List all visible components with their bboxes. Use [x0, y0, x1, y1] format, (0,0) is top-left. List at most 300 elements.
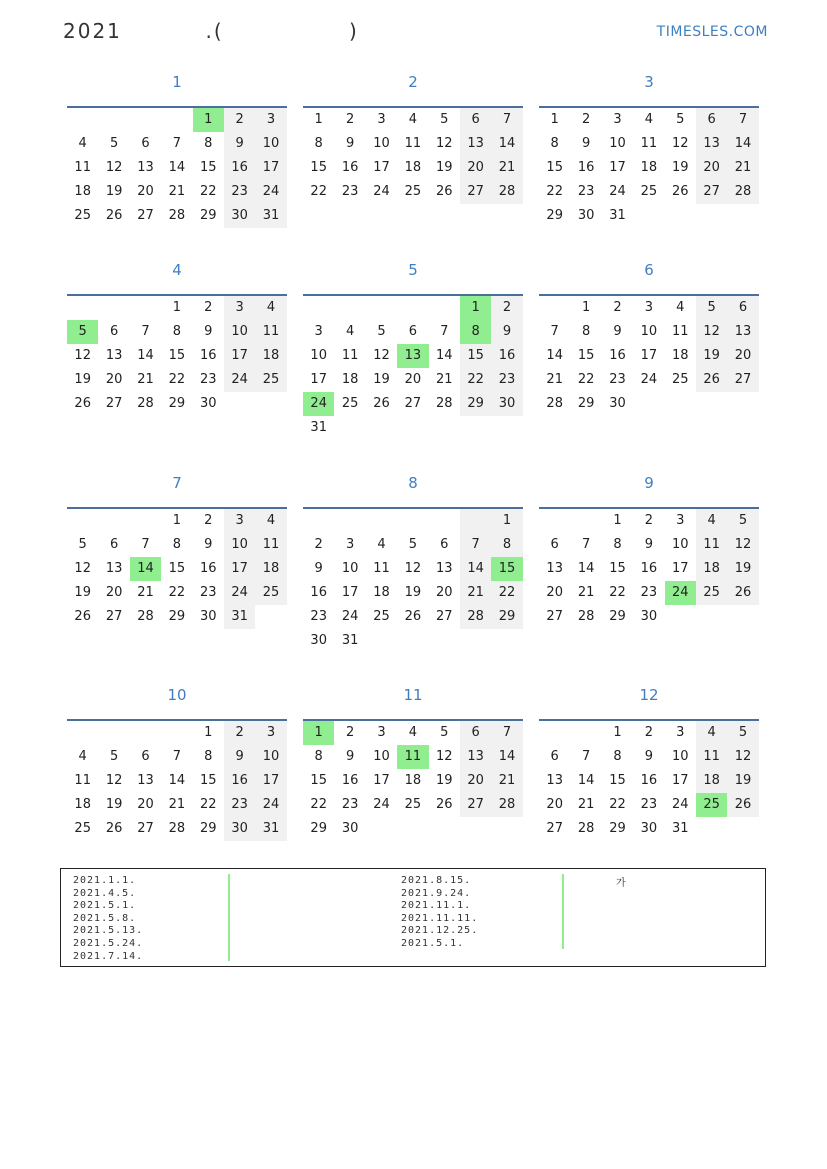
day-grid [67, 721, 287, 841]
day-cell: 22 [491, 581, 522, 605]
empty-cell [130, 509, 161, 533]
day-cell: 16 [609, 348, 626, 363]
day-cell: 10 [609, 136, 626, 151]
day-cell: 8 [613, 537, 622, 552]
day-cell: 21 [137, 585, 154, 600]
day-cell: 7 [581, 537, 591, 552]
day-cell: 8 [550, 136, 559, 151]
empty-cell [539, 296, 570, 320]
legend-note: 가 [616, 878, 626, 889]
empty-cell [397, 817, 428, 841]
day-cell: 19 [74, 585, 91, 600]
day-cell: 12 [373, 348, 390, 363]
month-name: 4 [172, 261, 182, 279]
empty-cell [665, 605, 696, 629]
day-cell: 19 [435, 773, 453, 788]
day-cell: 17 [224, 344, 255, 368]
day-cell: 9 [644, 537, 653, 552]
day-cell: 31 [341, 633, 359, 648]
day-cell: 4 [345, 324, 355, 339]
day-cell: 26 [105, 821, 123, 836]
month-name: 8 [408, 474, 418, 492]
day-cell: 25 [373, 609, 390, 624]
day-cell: 15 [577, 348, 595, 363]
day-cell: 10 [255, 132, 286, 156]
day-cell: 14 [577, 773, 595, 788]
day-cell: 16 [310, 585, 327, 600]
day-cell: 29 [199, 821, 217, 836]
day-cell: 11 [341, 348, 359, 363]
empty-cell [460, 416, 491, 440]
day-cell: 24 [255, 180, 286, 204]
day-cell: 9 [224, 745, 255, 769]
day-cell: 22 [546, 184, 563, 199]
day-cell: 20 [460, 156, 491, 180]
day-cell: 12 [671, 136, 689, 151]
day-cell: 25 [341, 396, 359, 411]
day-cell: 7 [141, 324, 150, 339]
day-cell: 5 [440, 112, 449, 127]
day-cell: 13 [397, 344, 428, 368]
day-cell: 8 [314, 749, 323, 764]
day-cell: 4 [377, 537, 386, 552]
empty-cell [334, 509, 365, 533]
day-cell: 2 [224, 108, 255, 132]
month-name: 6 [644, 261, 654, 279]
day-cell: 12 [105, 160, 123, 175]
day-cell: 5 [377, 324, 386, 339]
day-cell: 5 [676, 112, 685, 127]
day-cell: 24 [224, 368, 255, 392]
empty-cell [98, 509, 129, 533]
empty-cell [67, 296, 98, 320]
day-cell: 20 [727, 344, 758, 368]
day-cell: 7 [460, 533, 491, 557]
day-cell: 14 [491, 132, 522, 156]
day-cell: 4 [696, 509, 727, 533]
day-cell: 7 [550, 324, 559, 339]
day-cell: 18 [696, 557, 727, 581]
day-cell: 7 [581, 749, 591, 764]
day-cell: 29 [168, 396, 186, 411]
legend-divider [562, 874, 564, 949]
day-cell: 6 [460, 108, 491, 132]
day-cell: 12 [435, 749, 453, 764]
day-cell: 11 [373, 561, 390, 576]
day-cell: 22 [199, 184, 217, 199]
day-cell: 18 [696, 769, 727, 793]
day-cell: 27 [546, 609, 563, 624]
empty-cell [366, 817, 397, 841]
day-cell: 12 [696, 320, 727, 344]
day-cell: 9 [613, 324, 622, 339]
day-cell: 20 [105, 585, 123, 600]
day-cell: 29 [609, 609, 626, 624]
day-cell: 6 [109, 537, 119, 552]
day-cell: 17 [224, 557, 255, 581]
legend-date: 2021.5.13. [73, 925, 144, 937]
day-cell: 30 [224, 204, 255, 228]
day-cell: 23 [310, 609, 327, 624]
day-cell: 23 [199, 585, 217, 600]
empty-cell [130, 721, 161, 745]
day-cell: 6 [141, 136, 150, 151]
day-cell: 25 [404, 797, 422, 812]
day-cell: 27 [727, 368, 758, 392]
day-cell: 14 [577, 561, 595, 576]
day-cell: 19 [105, 184, 123, 199]
day-cell: 5 [696, 296, 727, 320]
empty-cell [491, 629, 522, 653]
empty-cell [98, 108, 129, 132]
day-cell: 18 [404, 160, 422, 175]
day-cell: 2 [204, 513, 213, 528]
day-cell: 3 [224, 509, 255, 533]
day-cell: 28 [168, 208, 186, 223]
day-cell: 17 [255, 769, 286, 793]
day-cell: 16 [199, 348, 217, 363]
month-block [539, 260, 759, 416]
day-cell: 28 [491, 793, 522, 817]
day-cell: 20 [137, 797, 154, 812]
empty-cell [98, 721, 129, 745]
empty-cell [130, 108, 161, 132]
day-cell: 18 [341, 372, 359, 387]
day-cell: 3 [644, 300, 653, 315]
day-cell: 6 [141, 749, 150, 764]
day-cell: 19 [435, 160, 453, 175]
empty-cell [633, 392, 664, 416]
day-cell: 26 [727, 793, 758, 817]
day-cell: 25 [255, 368, 286, 392]
day-cell: 20 [696, 156, 727, 180]
day-cell: 13 [546, 773, 563, 788]
day-cell: 2 [224, 721, 255, 745]
day-grid [67, 108, 287, 228]
empty-cell [130, 296, 161, 320]
day-cell: 30 [310, 633, 327, 648]
day-cell: 30 [640, 821, 658, 836]
day-cell: 2 [204, 300, 213, 315]
day-cell: 28 [577, 609, 595, 624]
empty-cell [397, 509, 428, 533]
day-cell: 6 [727, 296, 758, 320]
day-cell: 31 [255, 204, 286, 228]
day-cell: 28 [168, 821, 186, 836]
day-cell: 22 [310, 797, 327, 812]
day-cell: 5 [408, 537, 417, 552]
day-cell: 30 [491, 392, 522, 416]
day-cell: 5 [727, 721, 758, 745]
day-grid [67, 509, 287, 629]
day-cell: 29 [310, 821, 327, 836]
empty-cell [334, 296, 365, 320]
day-cell: 9 [345, 136, 355, 151]
day-cell: 28 [137, 609, 154, 624]
brand-logo[interactable]: TIMESLES.COM [656, 24, 768, 40]
day-cell: 25 [696, 793, 727, 817]
day-cell: 11 [74, 160, 91, 175]
day-cell: 14 [546, 348, 563, 363]
day-cell: 9 [581, 136, 591, 151]
day-cell: 8 [172, 537, 181, 552]
day-cell: 27 [546, 821, 563, 836]
day-cell: 31 [609, 208, 626, 223]
day-cell: 26 [74, 396, 91, 411]
empty-cell [67, 509, 98, 533]
day-cell: 28 [577, 821, 595, 836]
legend-date: 2021.9.24. [401, 887, 472, 899]
day-cell: 3 [314, 324, 323, 339]
day-cell: 17 [255, 156, 286, 180]
month-name: 1 [172, 73, 182, 91]
month-name: 7 [172, 474, 182, 492]
day-cell: 19 [727, 557, 758, 581]
day-cell: 8 [460, 320, 491, 344]
day-cell: 13 [727, 320, 758, 344]
day-cell: 11 [696, 533, 727, 557]
legend-date: 2021.8.15. [401, 875, 472, 886]
empty-cell [696, 817, 727, 841]
day-cell: 20 [105, 372, 123, 387]
day-cell: 25 [671, 372, 689, 387]
day-cell: 27 [137, 208, 154, 223]
day-cell: 2 [581, 112, 591, 127]
day-cell: 21 [460, 581, 491, 605]
day-cell: 2 [345, 112, 355, 127]
month-block [67, 72, 287, 228]
empty-cell [665, 392, 696, 416]
day-cell: 7 [141, 537, 150, 552]
day-cell: 10 [224, 533, 255, 557]
day-cell: 22 [168, 585, 186, 600]
day-cell: 19 [105, 797, 123, 812]
day-cell: 13 [460, 745, 491, 769]
day-cell: 6 [408, 324, 417, 339]
day-cell: 16 [640, 561, 658, 576]
empty-cell [727, 204, 758, 228]
day-cell: 14 [168, 773, 186, 788]
day-cell: 14 [727, 132, 758, 156]
day-cell: 13 [105, 561, 123, 576]
day-cell: 10 [640, 324, 658, 339]
day-cell: 24 [640, 372, 658, 387]
empty-cell [727, 817, 758, 841]
empty-cell [255, 392, 286, 416]
day-cell: 3 [255, 108, 286, 132]
day-cell: 7 [491, 721, 522, 745]
day-cell: 22 [310, 184, 327, 199]
month-name: 9 [644, 474, 654, 492]
day-cell: 5 [109, 136, 119, 151]
day-cell: 18 [255, 557, 286, 581]
day-cell: 20 [435, 585, 453, 600]
empty-cell [539, 721, 570, 745]
day-cell: 16 [640, 773, 658, 788]
day-cell: 6 [460, 721, 491, 745]
day-cell: 31 [224, 605, 255, 629]
day-cell: 9 [204, 324, 213, 339]
day-cell: 1 [204, 725, 213, 740]
empty-cell [727, 392, 758, 416]
empty-cell [429, 629, 460, 653]
day-cell: 21 [727, 156, 758, 180]
day-cell: 10 [224, 320, 255, 344]
legend-date: 2021.5.8. [73, 912, 137, 924]
day-cell: 29 [168, 609, 186, 624]
day-grid [303, 721, 523, 841]
day-cell: 15 [199, 773, 217, 788]
day-cell: 16 [341, 773, 359, 788]
legend-date: 2021.11.1. [401, 900, 472, 912]
month-name: 11 [403, 686, 423, 704]
day-cell: 30 [577, 208, 595, 223]
day-cell: 23 [199, 372, 217, 387]
day-cell: 19 [696, 344, 727, 368]
day-cell: 1 [613, 725, 622, 740]
day-cell: 27 [105, 396, 123, 411]
day-cell: 27 [137, 821, 154, 836]
day-cell: 17 [609, 160, 626, 175]
day-cell: 4 [696, 721, 727, 745]
day-cell: 25 [696, 581, 727, 605]
day-cell: 13 [435, 561, 453, 576]
day-cell: 26 [435, 184, 453, 199]
day-cell: 18 [640, 160, 658, 175]
day-cell: 26 [671, 184, 689, 199]
day-cell: 11 [696, 745, 727, 769]
empty-cell [696, 605, 727, 629]
day-cell: 29 [609, 821, 626, 836]
day-cell: 1 [581, 300, 591, 315]
day-cell: 30 [224, 817, 255, 841]
day-cell: 12 [404, 561, 422, 576]
day-cell: 16 [224, 156, 255, 180]
day-cell: 4 [255, 296, 286, 320]
day-cell: 3 [377, 725, 386, 740]
day-cell: 18 [671, 348, 689, 363]
day-cell: 1 [613, 513, 622, 528]
day-cell: 27 [460, 793, 491, 817]
empty-cell [460, 629, 491, 653]
day-cell: 13 [696, 132, 727, 156]
day-cell: 21 [491, 156, 522, 180]
day-cell: 23 [341, 797, 359, 812]
legend-date: 2021.7.14. [73, 950, 144, 962]
day-cell: 15 [310, 773, 327, 788]
empty-cell [334, 416, 365, 440]
empty-cell [67, 108, 98, 132]
day-cell: 30 [609, 396, 626, 411]
day-cell: 10 [373, 749, 390, 764]
day-cell: 30 [341, 821, 359, 836]
day-cell: 17 [671, 561, 689, 576]
day-cell: 14 [491, 745, 522, 769]
day-cell: 13 [137, 773, 154, 788]
day-cell: 2 [613, 300, 622, 315]
empty-cell [161, 721, 192, 745]
day-cell: 3 [676, 725, 685, 740]
day-cell: 21 [577, 797, 595, 812]
month-block [303, 260, 523, 440]
day-cell: 10 [310, 348, 327, 363]
day-cell: 14 [460, 557, 491, 581]
empty-cell [429, 296, 460, 320]
month-name: 3 [644, 73, 654, 91]
day-cell: 15 [168, 561, 186, 576]
day-grid [67, 296, 287, 416]
day-cell: 2 [491, 296, 522, 320]
day-cell: 29 [577, 396, 595, 411]
empty-cell [161, 108, 192, 132]
day-cell: 24 [373, 184, 390, 199]
day-cell: 23 [491, 368, 522, 392]
day-cell: 20 [460, 769, 491, 793]
day-cell: 21 [491, 769, 522, 793]
day-cell: 1 [303, 721, 334, 745]
day-cell: 31 [310, 420, 327, 435]
day-grid [539, 509, 759, 629]
day-cell: 9 [224, 132, 255, 156]
day-cell: 15 [609, 773, 626, 788]
day-cell: 4 [676, 300, 685, 315]
day-cell: 11 [255, 320, 286, 344]
day-cell: 8 [204, 136, 213, 151]
day-cell: 19 [727, 769, 758, 793]
day-cell: 4 [408, 112, 417, 127]
day-cell: 6 [696, 108, 727, 132]
empty-cell [429, 817, 460, 841]
day-cell: 21 [546, 372, 563, 387]
legend-date: 2021.12.25. [401, 925, 479, 937]
empty-cell [303, 509, 334, 533]
day-cell: 25 [74, 208, 91, 223]
day-cell: 1 [491, 509, 522, 533]
day-cell: 8 [491, 533, 522, 557]
day-cell: 3 [377, 112, 386, 127]
day-cell: 30 [640, 609, 658, 624]
day-grid [539, 296, 759, 416]
day-cell: 20 [137, 184, 154, 199]
day-cell: 7 [727, 108, 758, 132]
day-cell: 16 [491, 344, 522, 368]
day-cell: 28 [491, 180, 522, 204]
day-cell: 30 [199, 609, 217, 624]
day-cell: 23 [640, 585, 658, 600]
day-cell: 24 [671, 797, 689, 812]
day-cell: 13 [460, 132, 491, 156]
day-cell: 22 [577, 372, 595, 387]
legend-column-1 [73, 875, 143, 963]
day-cell: 10 [671, 537, 689, 552]
day-cell: 9 [644, 749, 653, 764]
day-cell: 26 [727, 581, 758, 605]
day-cell: 1 [172, 513, 181, 528]
day-cell: 6 [109, 324, 119, 339]
month-name: 5 [408, 261, 418, 279]
empty-cell [460, 817, 491, 841]
day-cell: 2 [644, 725, 653, 740]
month-block [303, 72, 523, 204]
day-cell: 28 [546, 396, 563, 411]
day-cell: 22 [168, 372, 186, 387]
day-cell: 7 [172, 136, 181, 151]
day-cell: 26 [74, 609, 91, 624]
month-block [67, 685, 287, 841]
day-cell: 1 [172, 300, 181, 315]
day-cell: 1 [550, 112, 559, 127]
day-cell: 12 [435, 136, 453, 151]
